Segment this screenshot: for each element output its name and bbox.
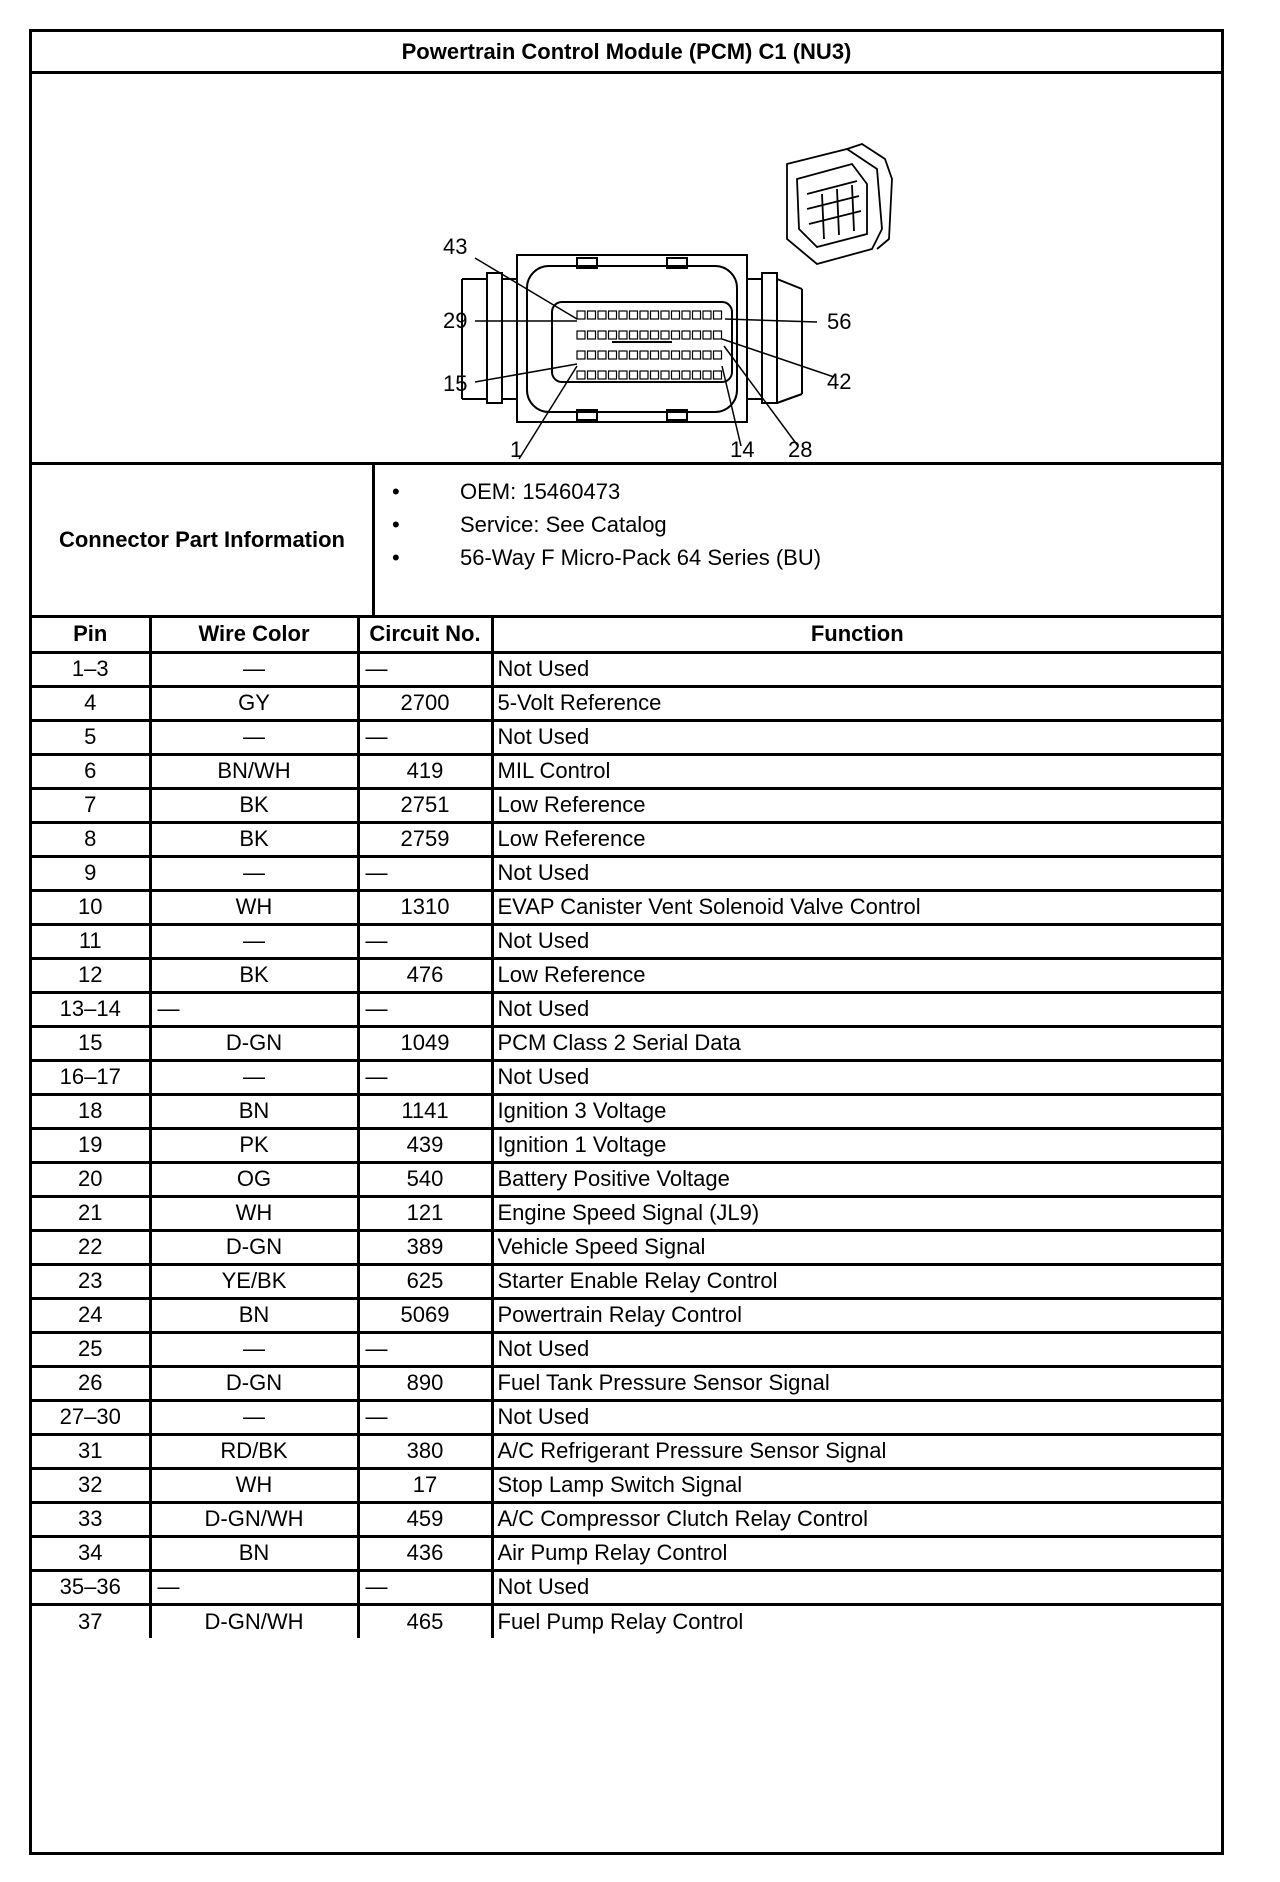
- connector-pin-cavity: [619, 371, 627, 379]
- header-circuit-no: Circuit No.: [358, 618, 492, 652]
- connector-pin-cavity: [609, 331, 617, 339]
- circuit-cell: 380: [358, 1434, 492, 1468]
- connector-pin-cavity: [640, 351, 648, 359]
- wire-color-cell: —: [150, 1060, 358, 1094]
- wire-color-cell: —: [150, 856, 358, 890]
- pin-label-29: 29: [443, 308, 468, 333]
- circuit-cell: —: [358, 1060, 492, 1094]
- wire-color-cell: —: [150, 1570, 358, 1604]
- connector-info-label: Connector Part Information: [32, 465, 375, 615]
- wire-color-cell: WH: [150, 1196, 358, 1230]
- wire-color-cell: BN: [150, 1094, 358, 1128]
- circuit-cell: 1049: [358, 1026, 492, 1060]
- pin-cell: 34: [32, 1536, 150, 1570]
- table-row: [32, 822, 1221, 856]
- function-cell: MIL Control: [492, 754, 1221, 788]
- pin-label-43: 43: [443, 234, 468, 259]
- connector-pin-cavity: [588, 311, 596, 319]
- wire-color-cell: —: [150, 652, 358, 686]
- pin-label-15: 15: [443, 371, 468, 396]
- pin-label-42: 42: [827, 369, 852, 394]
- table-row: [32, 1468, 1221, 1502]
- circuit-cell: 2700: [358, 686, 492, 720]
- pin-cell: 35–36: [32, 1570, 150, 1604]
- function-cell: Stop Lamp Switch Signal: [492, 1468, 1221, 1502]
- connector-drawing: [32, 74, 1221, 462]
- connector-pin-cavity: [598, 351, 606, 359]
- function-cell: Engine Speed Signal (JL9): [492, 1196, 1221, 1230]
- connector-pin-cavity: [619, 331, 627, 339]
- connector-pin-cavity: [651, 351, 659, 359]
- pin-cell: 13–14: [32, 992, 150, 1026]
- connector-pin-cavity: [651, 331, 659, 339]
- connector-pin-cavity: [588, 331, 596, 339]
- table-row: [32, 1060, 1221, 1094]
- oem-part-number: • OEM: 15460473: [392, 475, 821, 508]
- connector-pin-cavity: [598, 311, 606, 319]
- wire-color-cell: —: [150, 1332, 358, 1366]
- function-cell: A/C Refrigerant Pressure Sensor Signal: [492, 1434, 1221, 1468]
- circuit-cell: 1141: [358, 1094, 492, 1128]
- connector-pin-cavity: [693, 371, 701, 379]
- table-row: [32, 1264, 1221, 1298]
- connector-part-info: [32, 465, 1221, 618]
- connector-pin-cavity: [682, 311, 690, 319]
- circuit-cell: —: [358, 652, 492, 686]
- function-cell: Not Used: [492, 1060, 1221, 1094]
- function-cell: EVAP Canister Vent Solenoid Valve Control: [492, 890, 1221, 924]
- function-cell: Air Pump Relay Control: [492, 1536, 1221, 1570]
- connector-pin-cavity: [609, 371, 617, 379]
- connector-pin-cavity: [714, 331, 722, 339]
- function-cell: Low Reference: [492, 788, 1221, 822]
- wire-color-cell: D-GN/WH: [150, 1604, 358, 1638]
- pin-cell: 6: [32, 754, 150, 788]
- pin-cell: 1–3: [32, 652, 150, 686]
- circuit-cell: 389: [358, 1230, 492, 1264]
- table-row: [32, 1298, 1221, 1332]
- pin-cell: 5: [32, 720, 150, 754]
- table-row: [32, 1128, 1221, 1162]
- table-row: [32, 958, 1221, 992]
- function-cell: 5-Volt Reference: [492, 686, 1221, 720]
- function-cell: Not Used: [492, 652, 1221, 686]
- connector-pin-cavity: [598, 371, 606, 379]
- circuit-cell: —: [358, 924, 492, 958]
- pin-cell: 16–17: [32, 1060, 150, 1094]
- pin-cell: 15: [32, 1026, 150, 1060]
- function-cell: Fuel Pump Relay Control: [492, 1604, 1221, 1638]
- connector-pin-cavity: [661, 311, 669, 319]
- circuit-cell: 540: [358, 1162, 492, 1196]
- connector-pin-cavity: [651, 311, 659, 319]
- table-row: [32, 1570, 1221, 1604]
- pin-cell: 20: [32, 1162, 150, 1196]
- wire-color-cell: D-GN: [150, 1230, 358, 1264]
- connector-info-list: [392, 475, 821, 574]
- table-row: [32, 1536, 1221, 1570]
- function-cell: Battery Positive Voltage: [492, 1162, 1221, 1196]
- table-row: [32, 720, 1221, 754]
- wire-color-cell: BN/WH: [150, 754, 358, 788]
- connector-pin-cavity: [577, 331, 585, 339]
- circuit-cell: 2751: [358, 788, 492, 822]
- circuit-cell: 1310: [358, 890, 492, 924]
- pin-cell: 11: [32, 924, 150, 958]
- connector-pin-cavity: [630, 311, 638, 319]
- wire-color-cell: —: [150, 924, 358, 958]
- pin-cell: 7: [32, 788, 150, 822]
- function-cell: Not Used: [492, 1332, 1221, 1366]
- connector-pin-cavity: [577, 311, 585, 319]
- function-cell: Vehicle Speed Signal: [492, 1230, 1221, 1264]
- table-row: [32, 1604, 1221, 1638]
- function-cell: Low Reference: [492, 958, 1221, 992]
- pin-cell: 24: [32, 1298, 150, 1332]
- wire-color-cell: BN: [150, 1536, 358, 1570]
- table-header-row: [32, 618, 1221, 652]
- circuit-cell: 17: [358, 1468, 492, 1502]
- function-cell: Powertrain Relay Control: [492, 1298, 1221, 1332]
- pin-cell: 8: [32, 822, 150, 856]
- wire-color-cell: YE/BK: [150, 1264, 358, 1298]
- pin-cell: 9: [32, 856, 150, 890]
- connector-pin-cavity: [640, 311, 648, 319]
- pin-cell: 33: [32, 1502, 150, 1536]
- circuit-cell: —: [358, 1332, 492, 1366]
- function-cell: Not Used: [492, 924, 1221, 958]
- pin-cell: 37: [32, 1604, 150, 1638]
- page-title: Powertrain Control Module (PCM) C1 (NU3): [32, 32, 1221, 74]
- wire-color-cell: OG: [150, 1162, 358, 1196]
- connector-pin-cavity: [577, 371, 585, 379]
- connector-pin-cavity: [682, 331, 690, 339]
- connector-pin-cavity: [703, 311, 711, 319]
- connector-pin-cavity: [703, 331, 711, 339]
- table-row: [32, 652, 1221, 686]
- table-row: [32, 1400, 1221, 1434]
- connector-pin-cavity: [693, 331, 701, 339]
- circuit-cell: 476: [358, 958, 492, 992]
- function-cell: Ignition 1 Voltage: [492, 1128, 1221, 1162]
- connector-pin-cavity: [651, 371, 659, 379]
- function-cell: Not Used: [492, 1570, 1221, 1604]
- circuit-cell: —: [358, 720, 492, 754]
- connector-pin-cavity: [609, 311, 617, 319]
- pin-cell: 23: [32, 1264, 150, 1298]
- connector-pin-cavity: [672, 351, 680, 359]
- circuit-cell: —: [358, 1570, 492, 1604]
- connector-pin-cavity: [661, 331, 669, 339]
- pin-cell: 4: [32, 686, 150, 720]
- table-row: [32, 924, 1221, 958]
- pin-cell: 27–30: [32, 1400, 150, 1434]
- connector-pin-cavity: [714, 351, 722, 359]
- function-cell: Low Reference: [492, 822, 1221, 856]
- connector-pin-cavity: [661, 371, 669, 379]
- circuit-cell: 121: [358, 1196, 492, 1230]
- wire-color-cell: WH: [150, 1468, 358, 1502]
- connector-pin-cavity: [682, 371, 690, 379]
- circuit-cell: 890: [358, 1366, 492, 1400]
- pin-cell: 21: [32, 1196, 150, 1230]
- wire-color-cell: PK: [150, 1128, 358, 1162]
- function-cell: Not Used: [492, 720, 1221, 754]
- connector-pin-cavity: [619, 351, 627, 359]
- function-cell: Fuel Tank Pressure Sensor Signal: [492, 1366, 1221, 1400]
- connector-pin-cavity: [588, 351, 596, 359]
- circuit-cell: 5069: [358, 1298, 492, 1332]
- connector-pin-cavity: [630, 351, 638, 359]
- function-cell: Not Used: [492, 1400, 1221, 1434]
- table-row: [32, 1094, 1221, 1128]
- pin-cell: 22: [32, 1230, 150, 1264]
- header-pin: Pin: [32, 618, 150, 652]
- circuit-cell: 419: [358, 754, 492, 788]
- connector-pin-cavity: [703, 351, 711, 359]
- wire-color-cell: GY: [150, 686, 358, 720]
- wire-color-cell: —: [150, 1400, 358, 1434]
- pin-cell: 31: [32, 1434, 150, 1468]
- connector-pin-cavity: [577, 351, 585, 359]
- pin-cell: 12: [32, 958, 150, 992]
- connector-pin-cavity: [672, 371, 680, 379]
- pin-cell: 32: [32, 1468, 150, 1502]
- table-row: [32, 1434, 1221, 1468]
- connector-pin-cavity: [619, 311, 627, 319]
- wire-color-cell: BN: [150, 1298, 358, 1332]
- wire-color-cell: —: [150, 720, 358, 754]
- circuit-cell: 465: [358, 1604, 492, 1638]
- function-cell: Not Used: [492, 992, 1221, 1026]
- pin-label-14: 14: [730, 437, 755, 462]
- connector-diagram: [32, 74, 1221, 465]
- connector-pin-cavity: [672, 311, 680, 319]
- table-row: [32, 992, 1221, 1026]
- wire-color-cell: —: [150, 992, 358, 1026]
- wire-color-cell: D-GN: [150, 1366, 358, 1400]
- circuit-cell: 625: [358, 1264, 492, 1298]
- function-cell: A/C Compressor Clutch Relay Control: [492, 1502, 1221, 1536]
- function-cell: Not Used: [492, 856, 1221, 890]
- connector-pin-cavity: [703, 371, 711, 379]
- pin-label-56: 56: [827, 309, 852, 334]
- table-row: [32, 1026, 1221, 1060]
- table-row: [32, 1502, 1221, 1536]
- table-row: [32, 754, 1221, 788]
- connector-pin-cavity: [714, 311, 722, 319]
- pin-cell: 18: [32, 1094, 150, 1128]
- function-cell: Ignition 3 Voltage: [492, 1094, 1221, 1128]
- table-row: [32, 1162, 1221, 1196]
- function-cell: Starter Enable Relay Control: [492, 1264, 1221, 1298]
- table-row: [32, 890, 1221, 924]
- wire-color-cell: WH: [150, 890, 358, 924]
- connector-pin-cavity: [630, 371, 638, 379]
- connector-description: • 56-Way F Micro-Pack 64 Series (BU): [392, 541, 821, 574]
- connector-pin-cavity: [661, 351, 669, 359]
- wire-color-cell: BK: [150, 788, 358, 822]
- wire-color-cell: BK: [150, 822, 358, 856]
- table-row: [32, 1196, 1221, 1230]
- connector-pin-cavity: [630, 331, 638, 339]
- pinout-table: [32, 618, 1221, 1638]
- connector-pin-cavity: [609, 351, 617, 359]
- wire-color-cell: D-GN/WH: [150, 1502, 358, 1536]
- connector-pin-cavity: [640, 331, 648, 339]
- pin-cell: 10: [32, 890, 150, 924]
- function-cell: PCM Class 2 Serial Data: [492, 1026, 1221, 1060]
- pin-cell: 26: [32, 1366, 150, 1400]
- circuit-cell: 436: [358, 1536, 492, 1570]
- header-function: Function: [492, 618, 1221, 652]
- table-row: [32, 1366, 1221, 1400]
- pin-label-1: 1: [510, 437, 523, 462]
- wire-color-cell: RD/BK: [150, 1434, 358, 1468]
- connector-pin-cavity: [693, 351, 701, 359]
- connector-pin-cavity: [693, 311, 701, 319]
- connector-pin-cavity: [640, 371, 648, 379]
- table-row: [32, 856, 1221, 890]
- circuit-cell: 2759: [358, 822, 492, 856]
- service-info: • Service: See Catalog: [392, 508, 821, 541]
- table-row: [32, 686, 1221, 720]
- pin-label-28: 28: [788, 437, 813, 462]
- table-row: [32, 788, 1221, 822]
- connector-pin-cavity: [682, 351, 690, 359]
- pin-cell: 25: [32, 1332, 150, 1366]
- circuit-cell: 439: [358, 1128, 492, 1162]
- connector-pin-cavity: [588, 371, 596, 379]
- pinout-sheet: [29, 29, 1224, 1855]
- wire-color-cell: BK: [150, 958, 358, 992]
- connector-pin-cavity: [672, 331, 680, 339]
- circuit-cell: —: [358, 856, 492, 890]
- header-wire-color: Wire Color: [150, 618, 358, 652]
- wire-color-cell: D-GN: [150, 1026, 358, 1060]
- pin-cell: 19: [32, 1128, 150, 1162]
- circuit-cell: 459: [358, 1502, 492, 1536]
- circuit-cell: —: [358, 992, 492, 1026]
- circuit-cell: —: [358, 1400, 492, 1434]
- table-row: [32, 1230, 1221, 1264]
- table-row: [32, 1332, 1221, 1366]
- connector-pin-cavity: [714, 371, 722, 379]
- connector-pin-cavity: [598, 331, 606, 339]
